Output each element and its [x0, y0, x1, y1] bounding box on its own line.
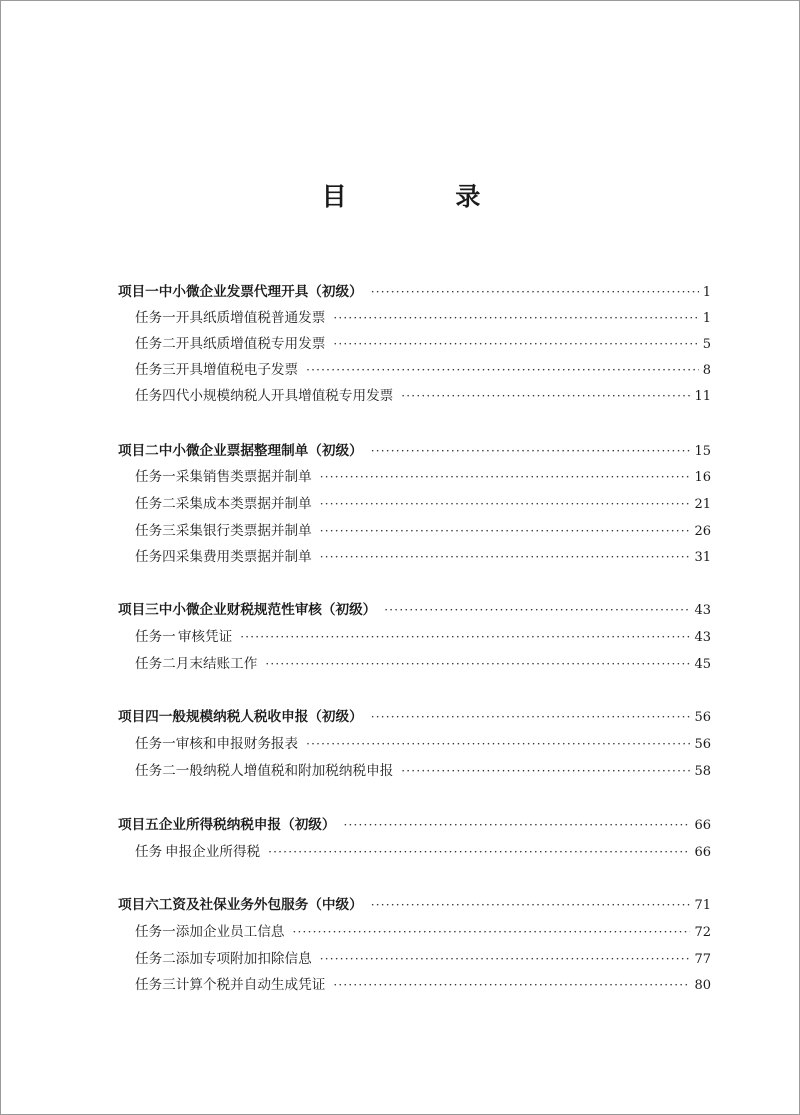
task-number: 任务四 [135, 549, 176, 565]
dot-leader [371, 279, 699, 305]
dot-leader [240, 624, 690, 650]
toc-task[interactable] [135, 544, 711, 570]
project-title: 一般规模纳税人税收申报（初级） [158, 709, 363, 725]
dot-leader [306, 357, 699, 383]
task-number: 任务三 [135, 977, 176, 993]
task-number: 任务四 [135, 388, 176, 404]
toc-project-2[interactable] [118, 438, 711, 464]
dot-leader [384, 597, 690, 623]
page-number: 45 [694, 657, 711, 672]
project-title: 中小微企业发票代理开具（初级） [158, 284, 363, 300]
toc-task[interactable] [135, 758, 711, 784]
project-title: 中小微企业财税规范性审核（初级） [158, 602, 377, 618]
task-number: 任务一 [135, 924, 176, 940]
page-number: 43 [694, 630, 711, 645]
task-number: 任务二 [135, 336, 176, 352]
task-title: 代小规模纳税人开具增值税专用发票 [175, 388, 394, 404]
dot-leader [333, 972, 690, 998]
page-number: 77 [694, 952, 711, 967]
task-number: 任务二 [135, 656, 176, 672]
project-title: 中小微企业票据整理制单（初级） [158, 443, 363, 459]
project-title: 工资及社保业务外包服务（中级） [158, 897, 363, 913]
toc-task[interactable] [135, 946, 711, 972]
page-number: 16 [694, 470, 711, 485]
task-title: 审核和申报财务报表 [175, 736, 299, 752]
toc-project-4[interactable] [118, 704, 711, 730]
dot-leader [333, 305, 698, 331]
project-number: 项目一 [118, 284, 159, 300]
page-number: 56 [694, 710, 711, 725]
task-number: 任务三 [135, 523, 176, 539]
project-number: 项目二 [118, 443, 159, 459]
page-number: 43 [694, 603, 711, 618]
dot-leader [371, 892, 691, 918]
dot-leader [371, 438, 691, 464]
task-title: 开具纸质增值税专用发票 [175, 336, 326, 352]
page-number: 56 [694, 737, 711, 752]
task-title: 添加企业员工信息 [175, 924, 285, 940]
toc-task[interactable] [135, 305, 711, 331]
page-number: 5 [702, 337, 711, 352]
task-title: 申报企业所得税 [164, 844, 261, 860]
dot-leader [320, 946, 691, 972]
task-title: 月末结账工作 [175, 656, 258, 672]
project-number: 项目六 [118, 897, 159, 913]
toc-task[interactable] [135, 651, 711, 677]
project-number: 项目三 [118, 602, 159, 618]
task-title: 开具纸质增值税普通发票 [175, 310, 326, 326]
toc-project-3[interactable] [118, 597, 711, 623]
task-title: 计算个税并自动生成凭证 [175, 977, 326, 993]
dot-leader [401, 758, 690, 784]
task-number: 任务二 [135, 763, 176, 779]
dot-leader [268, 839, 690, 865]
toc-task[interactable] [135, 491, 711, 517]
toc-task[interactable] [135, 919, 711, 945]
page-number: 1 [702, 311, 711, 326]
page-number: 31 [694, 550, 711, 565]
toc-task[interactable] [135, 972, 711, 998]
dot-leader [401, 383, 690, 409]
dot-leader [371, 704, 691, 730]
toc-task[interactable] [135, 464, 711, 490]
task-number: 任务一 [135, 629, 176, 645]
dot-leader [265, 651, 690, 677]
task-title: 开具增值税电子发票 [175, 362, 299, 378]
page-number: 58 [694, 764, 711, 779]
toc-task[interactable] [135, 357, 711, 383]
task-number: 任务二 [135, 951, 176, 967]
page-number: 26 [694, 524, 711, 539]
page-title: 目 录 [321, 182, 531, 211]
page-number: 1 [702, 285, 711, 300]
page-number: 15 [694, 444, 711, 459]
toc-task[interactable] [135, 518, 711, 544]
toc-project-6[interactable] [118, 892, 711, 918]
page-number: 72 [694, 925, 711, 940]
task-number: 任务二 [135, 496, 176, 512]
toc-project-5[interactable] [118, 812, 711, 838]
dot-leader [306, 731, 690, 757]
toc-task[interactable] [135, 331, 711, 357]
task-title: 审核凭证 [177, 629, 233, 645]
task-title: 采集成本类票据并制单 [175, 496, 312, 512]
task-number: 任务三 [135, 362, 176, 378]
task-number: 任务一 [135, 469, 176, 485]
dot-leader [333, 331, 698, 357]
task-title: 添加专项附加扣除信息 [175, 951, 312, 967]
task-title: 采集银行类票据并制单 [175, 523, 312, 539]
task-title: 一般纳税人增值税和附加税纳税申报 [175, 763, 394, 779]
dot-leader [344, 812, 691, 838]
page-number: 66 [694, 845, 711, 860]
project-number: 项目五 [118, 817, 159, 833]
toc-task[interactable] [135, 624, 711, 650]
project-number: 项目四 [118, 709, 159, 725]
page-number: 71 [694, 898, 711, 913]
page-number: 80 [694, 978, 711, 993]
project-title: 企业所得税纳税申报（初级） [158, 817, 336, 833]
task-number: 任务一 [135, 310, 176, 326]
task-title: 采集销售类票据并制单 [175, 469, 312, 485]
page-number: 21 [694, 497, 711, 512]
task-number: 任务一 [135, 736, 176, 752]
toc-task[interactable] [135, 839, 711, 865]
page-number: 66 [694, 818, 711, 833]
dot-leader [293, 919, 691, 945]
dot-leader [320, 491, 691, 517]
dot-leader [320, 544, 691, 570]
task-title: 采集费用类票据并制单 [175, 549, 312, 565]
toc-task[interactable] [135, 731, 711, 757]
dot-leader [320, 518, 691, 544]
page-number: 8 [702, 363, 711, 378]
toc-project-1[interactable] [118, 279, 711, 305]
dot-leader [320, 464, 691, 490]
page-number: 11 [694, 389, 711, 404]
task-number: 任务 [135, 844, 163, 860]
toc-task[interactable] [135, 383, 711, 409]
